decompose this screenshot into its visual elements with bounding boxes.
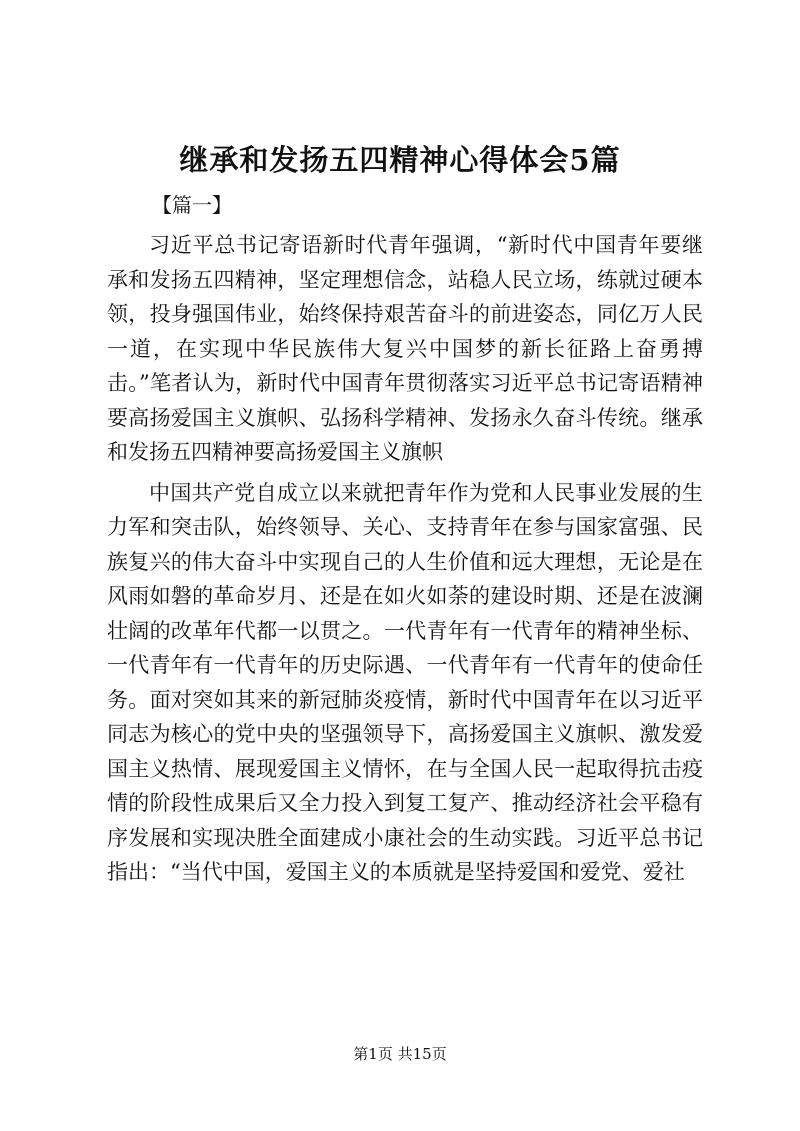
page-footer: 第1页 共15页	[353, 1045, 447, 1063]
section-label: 【篇一】	[152, 193, 232, 217]
paragraph-1: 习近平总书记寄语新时代青年强调，“新时代中国青年要继承和发扬五四精神，坚定理想信念，站稳人民立场，练就过硬本领，投身强国伟业，始终保持艰苦奋斗的前进姿态，同亿万人民一道，在实现中华民族伟大复兴中国梦的新长征路上奋勇搏击。”笔者认为，新时代中国青年贯彻落实习近平总书记寄语精神要高扬爱国主义旗帜、弘扬科学精神、发扬永久奋斗传统。继承和发扬五四精神要高扬爱国主义旗帜	[107, 233, 703, 464]
document-body	[107, 228, 703, 890]
document-title: 继承和发扬五四精神心得体会5篇	[179, 143, 621, 177]
paragraph-2: 中国共产党自成立以来就把青年作为党和人民事业发展的生力军和突击队，始终领导、关心、支持青年在参与国家富强、民族复兴的伟大奋斗中实现自己的人生价值和远大理想，无论是在风雨如磐的革命岁月、还是在如火如荼的建设时期、还是在波澜壮阔的改革年代都一以贯之。一代青年有一代青年的精神坐标、一代青年有一代青年的历史际遇、一代青年有一代青年的使命任务。面对突如其来的新冠肺炎疫情，新时代中国青年在以习近平同志为核心的党中央的坚强领导下，高扬爱国主义旗帜、激发爱国主义热情、展现爱国主义情怀，在与全国人民一起取得抗击疫情的阶段性成果后又全力投入到复工复产、推动经济社会平稳有序发展和实现决胜全面建成小康社会的生动实践。习近平总书记指出：“当代中国，爱国主义的本质就是坚持爱国和爱党、爱社	[107, 480, 703, 884]
